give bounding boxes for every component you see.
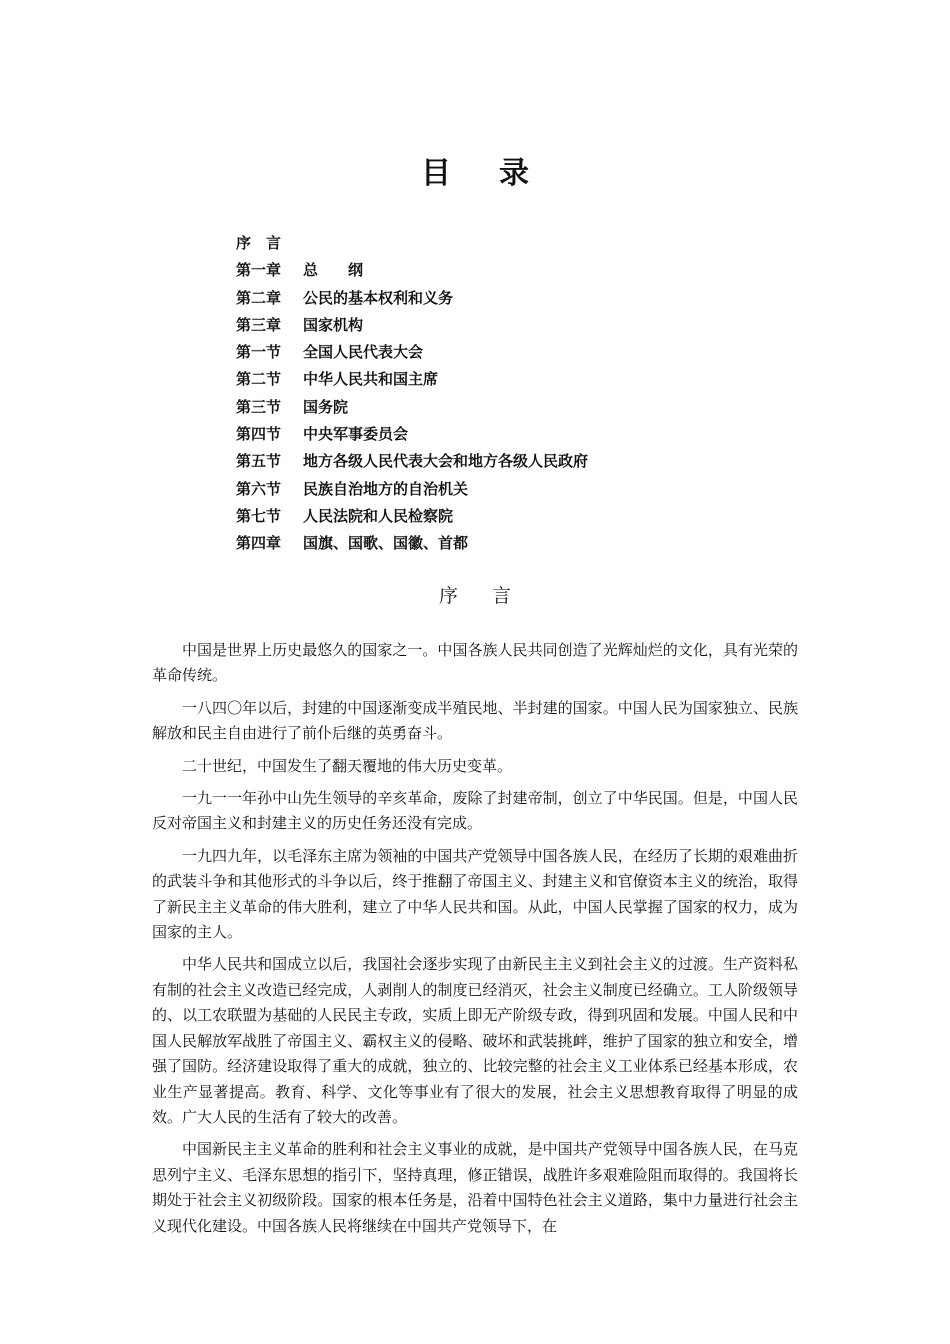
toc-item-title: 民族自治地方的自治机关 [303,479,469,498]
toc-item-number: 第一节 [236,343,282,362]
toc-item-title: 国旗、国歌、国徽、首都 [303,534,469,553]
toc-item-section-6[interactable] [236,476,796,503]
toc-item-title: 公民的基本权利和义务 [303,288,454,307]
toc-item-section-4[interactable] [236,421,796,448]
paragraph: 一九四九年，以毛泽东主席为领袖的中国共产党领导中国各族人民，在经历了长期的艰难曲折的武装斗争和其他形式的斗争以后，终于推翻了帝国主义、封建主义和官僚资本主义的统治，取得了新民主主义革命的伟大胜利，建立了中华人民共和国。从此，中国人民掌握了国家的权力，成为国家的主人。 [152,846,798,942]
paragraph: 中国新民主主义革命的胜利和社会主义事业的成就，是中国共产党领导中国各族人民，在马克思列宁主义、毛泽东思想的指引下，坚持真理，修正错误，战胜许多艰难险阻而取得的。我国将长期处于社会主义初级阶段。国家的根本任务是，沿着中国特色社会主义道路，集中力量进行社会主义现代化建设。中国各族人民将继续在中国共产党领导下，在 [152,1140,798,1235]
toc-item-title: 人民法院和人民检察院 [303,506,454,525]
page-title: 目录 [421,156,577,191]
toc-item-title: 中华人民共和国主席 [303,370,439,389]
table-of-contents [236,230,796,558]
toc-item-chapter-4[interactable] [236,530,796,557]
preface-body [152,638,798,1246]
toc-item-section-2[interactable] [236,366,796,393]
toc-item-section-1[interactable] [236,339,796,366]
toc-item-number: 第五节 [236,452,282,471]
toc-item-number: 序 言 [236,234,282,252]
toc-item-title: 国务院 [303,397,349,416]
toc-item-section-5[interactable] [236,448,796,475]
section-heading-preface: 序言 [438,585,545,607]
toc-item-section-3[interactable] [236,394,796,421]
toc-item-title: 地方各级人民代表大会和地方各级人民政府 [303,452,589,471]
toc-item-number: 第六节 [236,479,282,498]
paragraph: 中国是世界上历史最悠久的国家之一。中国各族人民共同创造了光辉灿烂的文化，具有光荣的革命传统。 [152,641,798,685]
toc-item-chapter-3[interactable] [236,312,796,339]
toc-item-number: 第一章 [236,261,282,280]
toc-item-number: 第二节 [236,370,282,389]
toc-item-number: 第四节 [236,425,282,444]
toc-item-title: 国家机构 [303,315,364,334]
paragraph: 二十世纪，中国发生了翻天覆地的伟大历史变革。 [182,756,513,775]
toc-item-chapter-2[interactable] [236,285,796,312]
toc-item-number: 第七节 [236,506,282,525]
paragraph: 一八四〇年以后，封建的中国逐渐变成半殖民地、半封建的国家。中国人民为国家独立、民族解放和民主自由进行了前仆后继的英勇奋斗。 [152,698,798,743]
toc-item-number: 第三节 [236,397,282,416]
toc-item-title: 全国人民代表大会 [303,343,424,362]
paragraph: 中华人民共和国成立以后，我国社会逐步实现了由新民主主义到社会主义的过渡。生产资料私有制的社会主义改造已经完成，人剥削人的制度已经消灭，社会主义制度已经确立。工人阶级领导的、以工农联盟为基础的人民民主专政，实质上即无产阶级专政，得到巩固和发展。中国人民和中国人民解放军战胜了帝国主义、霸权主义的侵略、破坏和武装挑衅，维护了国家的独立和安全，增强了国防。经济建设取得了重大的成就，独立的、比较完整的社会主义工业体系已经基本形成，农业生产显著提高。教育、科学、文化等事业有了很大的发展，社会主义思想教育取得了明显的成效。广大人民的生活有了较大的改善。 [152,955,798,1126]
toc-item-preface[interactable] [236,230,796,257]
toc-item-title: 总 纲 [303,261,364,280]
toc-item-number: 第三章 [236,315,282,334]
toc-item-title: 中央军事委员会 [303,425,409,444]
toc-item-number: 第二章 [236,288,282,307]
paragraph: 一九一一年孙中山先生领导的辛亥革命，废除了封建帝制，创立了中华民国。但是，中国人民反对帝国主义和封建主义的历史任务还没有完成。 [152,789,798,833]
toc-item-number: 第四章 [236,534,282,553]
toc-item-section-7[interactable] [236,503,796,530]
toc-item-chapter-1[interactable] [236,257,796,284]
